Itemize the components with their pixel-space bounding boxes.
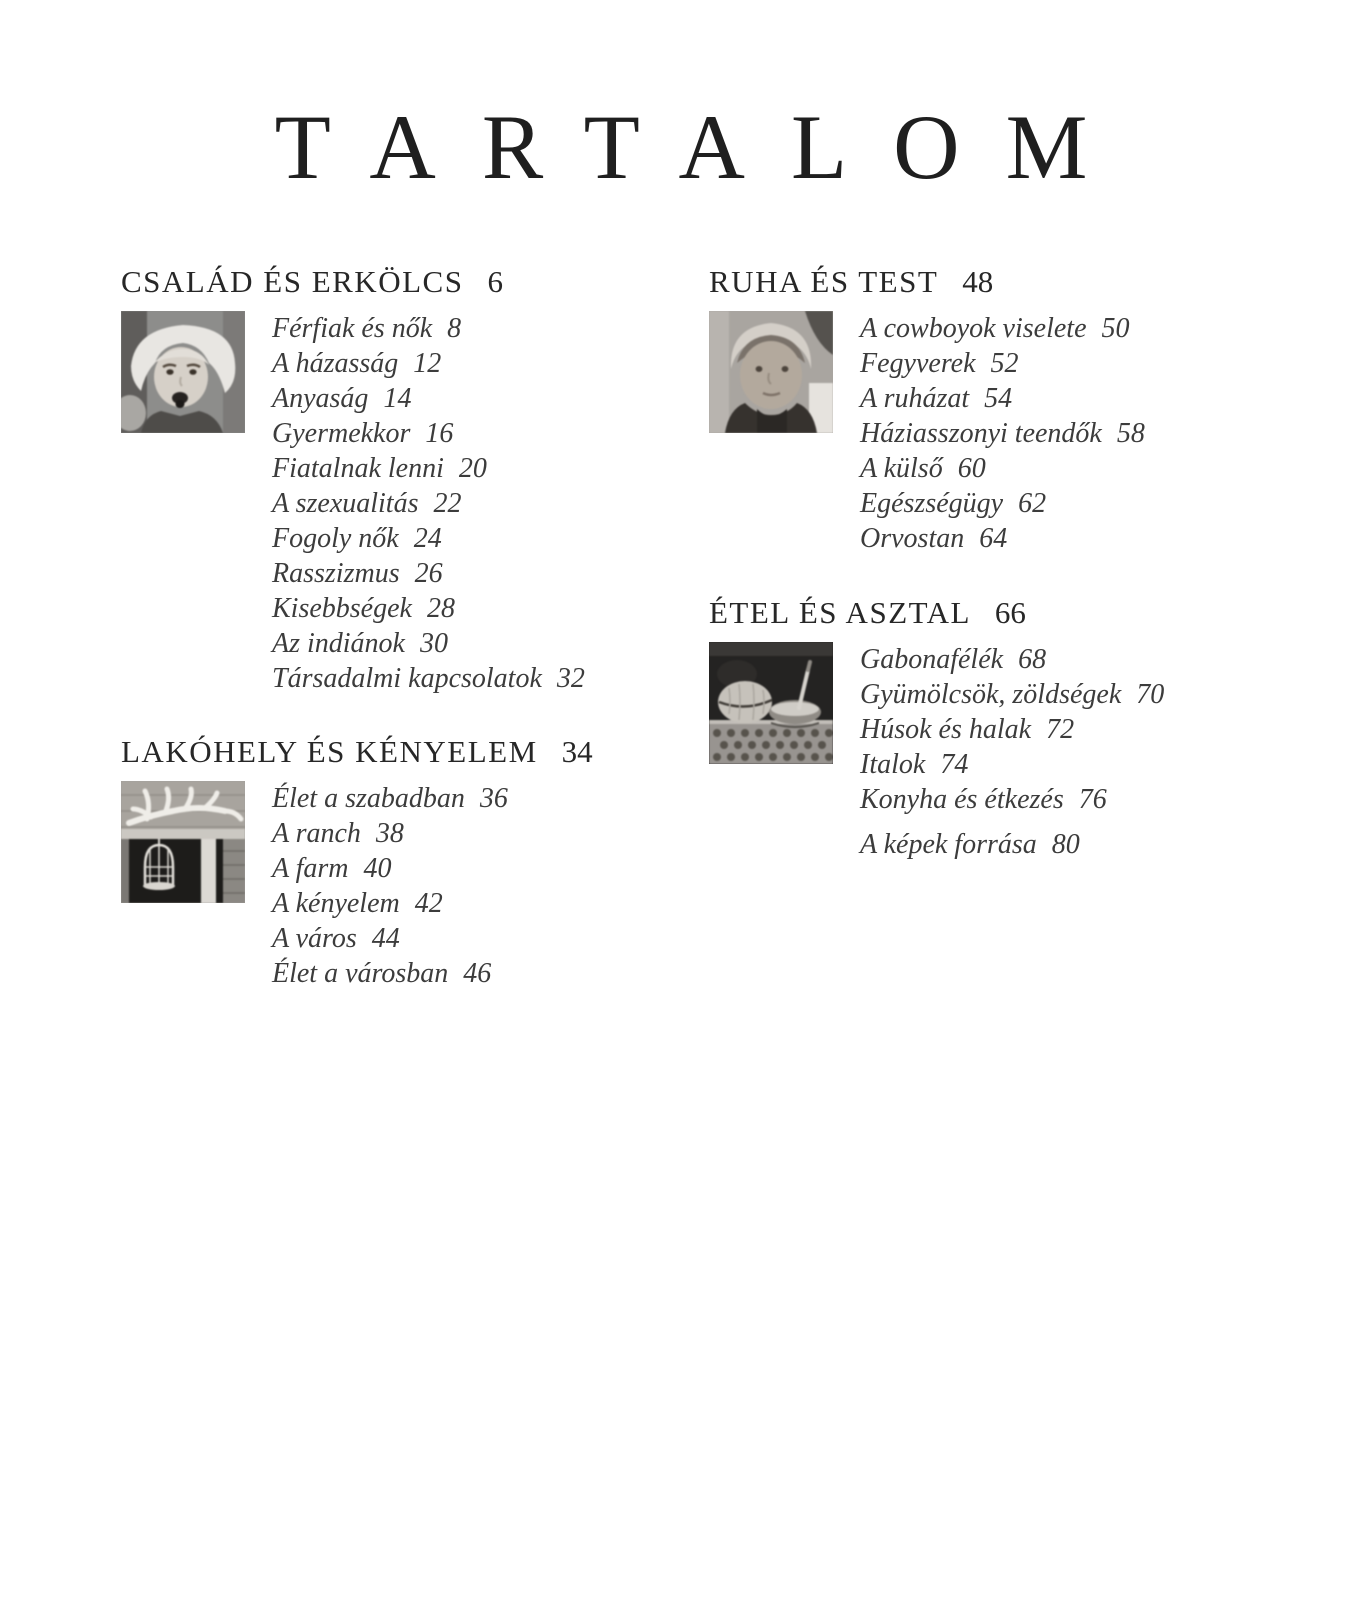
- toc-entry-label: A ranch: [272, 818, 361, 849]
- toc-entry-label: Férfiak és nők: [272, 313, 433, 344]
- toc-entry-label: Fogoly nők: [272, 523, 399, 554]
- toc-entry-page: 22: [433, 488, 462, 519]
- toc-entry-page: 70: [1136, 679, 1165, 710]
- toc-entry: [860, 451, 1145, 486]
- toc-entry-page: 50: [1101, 313, 1130, 344]
- toc-entry: [272, 591, 585, 626]
- toc-entry: [272, 661, 585, 696]
- section-page-number: 48: [962, 264, 994, 299]
- toc-entry-label: Rasszizmus: [272, 558, 400, 589]
- toc-entry: [860, 712, 1164, 747]
- entry-list: [272, 311, 585, 696]
- toc-entry-label: Egészségügy: [860, 488, 1004, 519]
- toc-entry: [272, 416, 585, 451]
- toc-entry-label: Konyha és étkezés: [860, 784, 1064, 815]
- toc-entry-label: Az indiánok: [272, 628, 405, 659]
- toc-entry-page: 58: [1116, 418, 1145, 449]
- toc-entry: [272, 451, 585, 486]
- section-page-number: 34: [561, 734, 593, 769]
- toc-entry-page: 8: [447, 313, 462, 344]
- toc-entry-label: Fiatalnak lenni: [272, 453, 444, 484]
- toc-entry: [272, 816, 508, 851]
- section-header: [121, 733, 741, 770]
- toc-section-etel: [709, 594, 1329, 862]
- toc-entry: [860, 346, 1145, 381]
- toc-entry-page: 32: [556, 663, 585, 694]
- toc-entry-page: 30: [420, 628, 448, 659]
- toc-entry-label: A szexualitás: [272, 488, 419, 519]
- toc-entry-page: 28: [426, 593, 455, 624]
- toc-entry: [860, 416, 1145, 451]
- child-portrait-photo: [121, 311, 245, 433]
- toc-entry-label: Élet a szabadban: [272, 783, 465, 814]
- gourds-table-photo: [709, 642, 833, 764]
- toc-section-ruha: [709, 263, 1329, 556]
- entry-list: [272, 781, 508, 991]
- toc-entry-page: 24: [413, 523, 442, 554]
- child-portrait-image: [121, 311, 245, 433]
- toc-entry: [860, 642, 1164, 677]
- antlers-doorway-photo: [121, 781, 245, 903]
- section-header: [709, 594, 1329, 631]
- toc-entry: [860, 381, 1145, 416]
- section-title: LAKÓHELY ÉS KÉNYELEM: [121, 734, 538, 769]
- toc-entry-label: Fegyverek: [860, 348, 976, 379]
- toc-entry: [272, 921, 508, 956]
- toc-entry-page: 42: [414, 888, 443, 919]
- toc-section-lakohely: [121, 733, 741, 991]
- bonnet-child-image: [709, 311, 833, 433]
- toc-entry-page: 12: [413, 348, 442, 379]
- toc-entry-page: 62: [1018, 488, 1047, 519]
- toc-entry: [272, 851, 508, 886]
- bonnet-child-photo: [709, 311, 833, 433]
- toc-entry-label: Orvostan: [860, 523, 965, 554]
- toc-entry-page: 76: [1078, 784, 1107, 815]
- toc-entry-page: 74: [940, 749, 969, 780]
- toc-entry-label: A farm: [272, 853, 349, 884]
- toc-entry-label: Anyaság: [272, 383, 369, 414]
- toc-entry: [860, 747, 1164, 782]
- toc-entry-page: 64: [979, 523, 1008, 554]
- toc-entry-label: Gyümölcsök, zöldségek: [860, 679, 1122, 710]
- toc-entry-label: Háziasszonyi teendők: [860, 418, 1102, 449]
- toc-entry: [860, 521, 1145, 556]
- toc-entry-label: Gabonafélék: [860, 644, 1004, 675]
- section-header: [709, 263, 1329, 300]
- toc-entry: [272, 956, 508, 991]
- section-title: ÉTEL ÉS ASZTAL: [709, 595, 971, 630]
- toc-entry-page: 20: [458, 453, 487, 484]
- gourds-table-image: [709, 642, 833, 764]
- toc-section-csalad: [121, 263, 741, 696]
- toc-entry-page: 36: [479, 783, 508, 814]
- toc-entry-page: 68: [1018, 644, 1047, 675]
- toc-entry-label: Élet a városban: [272, 958, 449, 989]
- toc-entry: [272, 781, 508, 816]
- section-page-number: 6: [487, 264, 503, 299]
- toc-entry-page: 72: [1046, 714, 1075, 745]
- toc-entry: [272, 346, 585, 381]
- section-header: [121, 263, 741, 300]
- toc-entry-label: Húsok és halak: [860, 714, 1032, 745]
- toc-entry: [860, 311, 1145, 346]
- toc-entry: [272, 886, 508, 921]
- toc-entry-label: Kisebbségek: [272, 593, 412, 624]
- section-title: CSALÁD ÉS ERKÖLCS: [121, 264, 464, 299]
- toc-entry-page: 46: [463, 958, 492, 989]
- appendix-entry: [860, 827, 1164, 862]
- toc-entry-label: Italok: [860, 749, 926, 780]
- toc-entry-page: 54: [984, 383, 1013, 414]
- toc-entry-page: 44: [371, 923, 400, 954]
- toc-entry: [272, 486, 585, 521]
- toc-entry-page: 26: [414, 558, 443, 589]
- toc-entry: [272, 556, 585, 591]
- toc-entry: [272, 626, 585, 661]
- toc-entry-page: 60: [957, 453, 986, 484]
- page-title: TARTALOM: [274, 96, 1134, 198]
- toc-entry-label: Gyermekkor: [272, 418, 411, 449]
- toc-entry: [272, 521, 585, 556]
- entry-list: [860, 311, 1145, 556]
- entry-list: [860, 642, 1164, 862]
- toc-entry-page: 14: [383, 383, 412, 414]
- toc-entry-label: A cowboyok viselete: [860, 313, 1087, 344]
- toc-entry: [272, 381, 585, 416]
- section-page-number: 66: [994, 595, 1026, 630]
- section-title: RUHA ÉS TEST: [709, 264, 939, 299]
- antlers-doorway-image: [121, 781, 245, 903]
- toc-entry: [860, 486, 1145, 521]
- toc-entry-label: A külső: [860, 453, 943, 484]
- toc-entry-page: 80: [1051, 829, 1080, 860]
- toc-entry-page: 16: [425, 418, 454, 449]
- toc-entry-page: 52: [990, 348, 1019, 379]
- toc-entry: [272, 311, 585, 346]
- toc-entry-label: Társadalmi kapcsolatok: [272, 663, 542, 694]
- toc-entry-label: A kényelem: [272, 888, 400, 919]
- toc-entry: [860, 677, 1164, 712]
- toc-entry: [860, 782, 1164, 817]
- toc-entry-label: A város: [272, 923, 357, 954]
- toc-entry-label: A házasság: [272, 348, 399, 379]
- toc-entry-page: 38: [375, 818, 404, 849]
- toc-entry-page: 40: [363, 853, 392, 884]
- toc-entry-label: A ruházat: [860, 383, 970, 414]
- toc-entry-label: A képek forrása: [860, 829, 1037, 860]
